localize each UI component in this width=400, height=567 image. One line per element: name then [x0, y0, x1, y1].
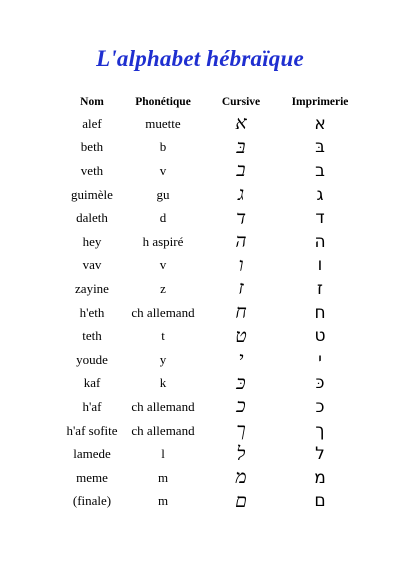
- letter-name: teth: [82, 328, 102, 344]
- cursive-letter: ט: [235, 324, 247, 347]
- phonetic: l: [161, 446, 165, 462]
- letter-name: h'eth: [79, 304, 105, 320]
- table-row: [60, 206, 360, 230]
- table-row: [60, 301, 360, 325]
- table-row: [60, 230, 360, 254]
- phonetic: m: [157, 493, 169, 509]
- cursive-letter: א: [235, 112, 247, 135]
- phonetic: t: [161, 328, 165, 344]
- print-letter: ט: [314, 326, 326, 347]
- letter-name: lamede: [73, 446, 111, 462]
- phonetic: y: [159, 351, 167, 367]
- phonetic: ch allemand: [131, 398, 195, 414]
- table-row: [60, 372, 360, 396]
- letter-name: vav: [82, 257, 102, 273]
- letter-name: alef: [82, 115, 102, 131]
- phonetic: v: [159, 162, 167, 178]
- alphabet-table: [60, 92, 360, 513]
- letter-name: (finale): [72, 493, 112, 509]
- table-row: [60, 324, 360, 348]
- letter-name: daleth: [76, 210, 108, 226]
- table-row: [60, 466, 360, 490]
- page-title: L'alphabet hébraïque: [96, 46, 304, 71]
- cursive-letter: ד: [236, 206, 246, 229]
- cursive-letter: ג: [237, 183, 245, 206]
- letter-name: guimèle: [71, 186, 113, 202]
- print-letter: ז: [317, 278, 323, 299]
- letter-name: zayine: [75, 280, 109, 296]
- print-letter: כּ: [315, 373, 325, 394]
- table-row: [60, 348, 360, 372]
- letter-name: veth: [80, 162, 104, 178]
- print-letter: ה: [314, 231, 326, 252]
- print-letter: ו: [317, 255, 323, 276]
- table-row: [60, 395, 360, 419]
- letter-name: h'af sofite: [66, 422, 118, 438]
- print-letter: ל: [315, 444, 325, 465]
- cursive-letter: ה: [235, 230, 247, 253]
- table-row: [60, 277, 360, 301]
- table-row: [60, 112, 360, 136]
- cursive-letter: ם: [235, 489, 247, 512]
- phonetic: m: [157, 469, 169, 485]
- letter-name: h'af: [82, 398, 102, 414]
- cursive-letter: כ: [236, 395, 246, 418]
- print-letter: ג: [316, 184, 324, 205]
- cursive-letter: בּ: [236, 135, 246, 158]
- table-row: [60, 183, 360, 207]
- letter-name: meme: [76, 469, 108, 485]
- print-letter: כ: [315, 396, 325, 417]
- phonetic: k: [159, 375, 167, 391]
- phonetic: gu: [156, 186, 170, 202]
- cursive-letter: י: [238, 348, 244, 371]
- cursive-letter: ו: [238, 253, 244, 276]
- print-letter: בּ: [315, 137, 325, 158]
- letter-name: beth: [80, 139, 104, 155]
- phonetic: z: [160, 280, 166, 296]
- phonetic: d: [159, 210, 167, 226]
- table-row: [60, 159, 360, 183]
- table-row: [60, 254, 360, 278]
- cursive-letter: ב: [236, 159, 246, 182]
- phonetic: b: [159, 139, 167, 155]
- cursive-letter: כּ: [236, 371, 246, 394]
- phonetic: ch allemand: [131, 304, 195, 320]
- print-letter: ד: [315, 208, 325, 229]
- letter-name: kaf: [83, 375, 101, 391]
- header-imprimerie: Imprimerie: [291, 96, 349, 108]
- cursive-letter: ח: [235, 301, 247, 324]
- letter-name: hey: [82, 233, 102, 249]
- print-letter: ב: [315, 160, 325, 181]
- print-letter: י: [318, 349, 322, 370]
- letter-name: youde: [76, 351, 108, 367]
- cursive-letter: ך: [236, 419, 246, 442]
- cursive-letter: ז: [238, 277, 244, 300]
- cursive-letter: ל: [236, 442, 246, 465]
- header-nom: Nom: [80, 96, 104, 108]
- cursive-letter: מ: [235, 466, 247, 489]
- table-row: [60, 136, 360, 160]
- print-letter: א: [314, 113, 326, 134]
- phonetic: ch allemand: [131, 422, 195, 438]
- print-letter: ם: [314, 491, 326, 512]
- phonetic: muette: [145, 115, 181, 131]
- table-row: [60, 419, 360, 443]
- print-letter: ח: [314, 302, 326, 323]
- table-row: [60, 490, 360, 514]
- print-letter: מ: [314, 467, 326, 488]
- phonetic: h aspiré: [142, 233, 184, 249]
- table-row: [60, 442, 360, 466]
- phonetic: v: [159, 257, 167, 273]
- header-phonetique: Phonétique: [135, 96, 191, 108]
- header-cursive: Cursive: [221, 96, 261, 108]
- print-letter: ך: [315, 420, 325, 441]
- table-header-row: [60, 92, 360, 112]
